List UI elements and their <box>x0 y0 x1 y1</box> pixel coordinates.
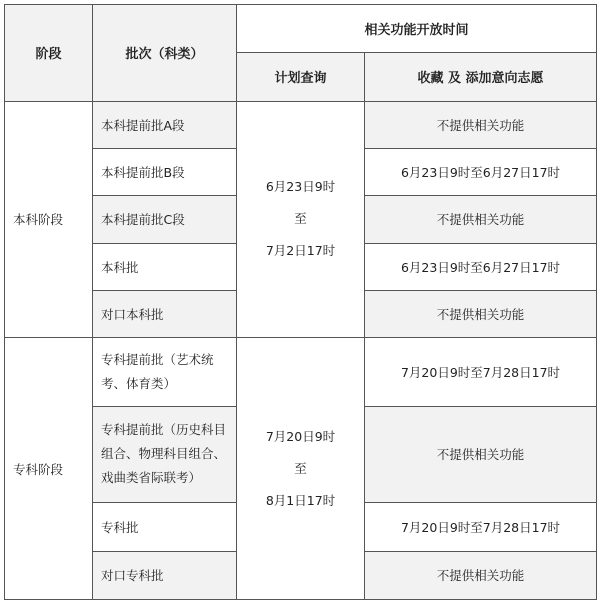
favorite-cell: 7月20日9时至7月28日17时 <box>365 503 597 551</box>
favorite-cell: 不提供相关功能 <box>365 290 597 337</box>
header-plan-query: 计划查询 <box>237 53 365 101</box>
favorite-cell: 不提供相关功能 <box>365 406 597 503</box>
batch-cell: 专科批 <box>93 503 237 551</box>
plan-end: 8月1日17时 <box>265 492 336 508</box>
stage-junior: 专科阶段 <box>5 338 93 600</box>
table-row <box>5 101 597 148</box>
header-batch: 批次（科类） <box>93 5 237 102</box>
header-function-time: 相关功能开放时间 <box>237 5 597 53</box>
admission-schedule-table <box>4 4 597 600</box>
favorite-cell: 6月23日9时至6月27日17时 <box>365 148 597 195</box>
plan-end: 7月2日17时 <box>265 243 336 259</box>
batch-cell: 本科提前批A段 <box>93 101 237 148</box>
favorite-cell: 6月23日9时至6月27日17时 <box>365 243 597 290</box>
favorite-cell: 不提供相关功能 <box>365 551 597 599</box>
plan-start: 7月20日9时 <box>265 428 336 444</box>
batch-cell: 专科提前批（艺术统考、体育类） <box>93 338 237 406</box>
batch-cell: 本科批 <box>93 243 237 290</box>
favorite-cell: 不提供相关功能 <box>365 196 597 243</box>
plan-query-undergrad <box>237 101 365 338</box>
batch-cell: 本科提前批C段 <box>93 196 237 243</box>
plan-to: 至 <box>294 460 307 476</box>
plan-query-junior <box>237 338 365 600</box>
favorite-cell: 7月20日9时至7月28日17时 <box>365 338 597 406</box>
plan-to: 至 <box>294 211 307 227</box>
favorite-cell: 不提供相关功能 <box>365 101 597 148</box>
header-stage: 阶段 <box>5 5 93 102</box>
batch-cell: 对口专科批 <box>93 551 237 599</box>
batch-cell: 专科提前批（历史科目组合、物理科目组合、戏曲类省际联考） <box>93 406 237 503</box>
batch-cell: 本科提前批B段 <box>93 148 237 195</box>
batch-cell: 对口本科批 <box>93 290 237 337</box>
table-row <box>5 338 597 406</box>
plan-start: 6月23日9时 <box>265 179 336 195</box>
header-favorite: 收藏 及 添加意向志愿 <box>365 53 597 101</box>
stage-undergrad: 本科阶段 <box>5 101 93 338</box>
